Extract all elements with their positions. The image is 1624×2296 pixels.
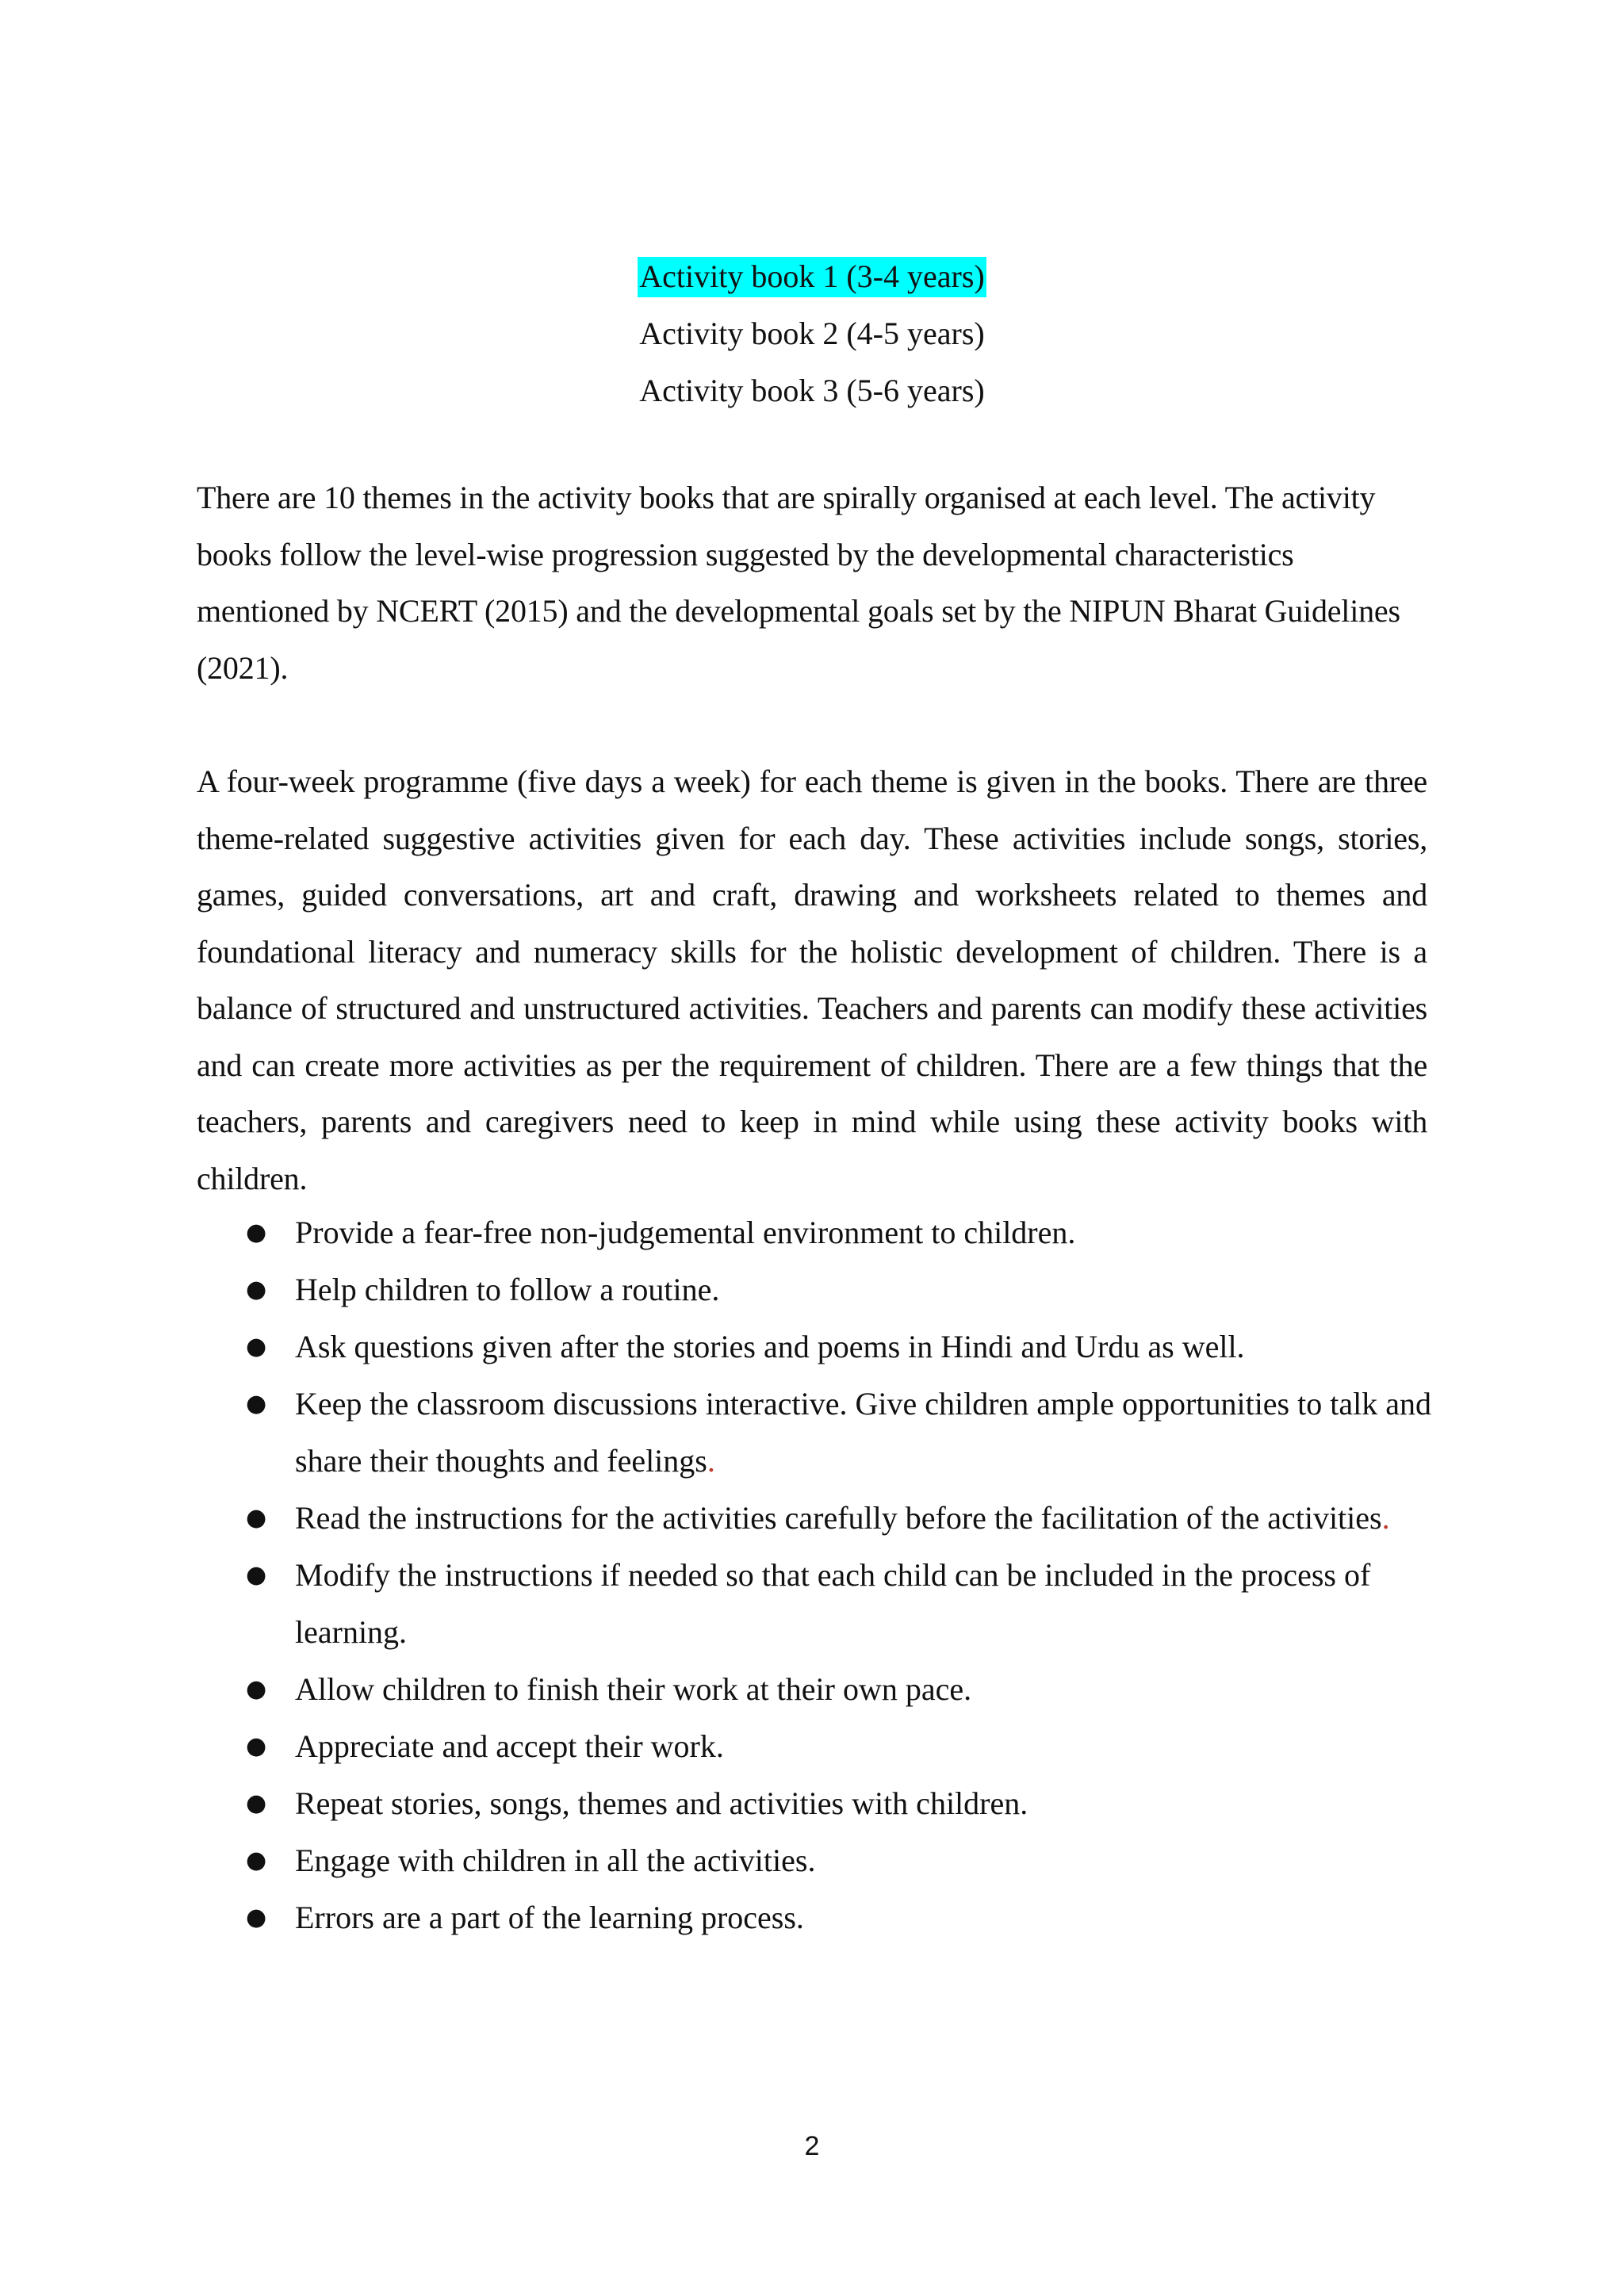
- bullet-icon: ●: [246, 1732, 267, 1760]
- themes-paragraph: There are 10 themes in the activity books that are spirally organised at each level. The activity books follow the level-wise progression suggested by the developmental characteristics mentioned by NCERT (2015) and the developmental goals set by the NIPUN Bharat Guidelines (2021).: [197, 480, 1400, 686]
- page-number: 2: [804, 2131, 820, 2161]
- bullet-icon: ●: [246, 1504, 267, 1532]
- activity-book-2-title: [0, 305, 1624, 362]
- list-item: [197, 1547, 1434, 1661]
- bullet-icon: ●: [246, 1904, 267, 1931]
- list-item: [197, 1318, 1434, 1376]
- activity-book-1-title: [0, 248, 1624, 305]
- list-item-text: Allow children to finish their work at their own pace.: [295, 1671, 972, 1707]
- bullet-icon: ●: [246, 1561, 267, 1589]
- programme-paragraph: A four-week programme (five days a week) for each theme is given in the books. There are three theme-related suggestive activities given for each day. These activities include songs, stories, games, guided conversations, art and craft, drawing and worksheets related to themes and foundational literacy and numeracy skills for the holistic development of children. There is a balance of structured and unstructured activities. Teachers and parents can modify these activities and can create more activities as per the requirement of children. There are a few things that the teachers, parents and caregivers need to keep in mind while using these activity books with children.: [197, 763, 1427, 1196]
- bullet-icon: ●: [246, 1846, 267, 1874]
- list-item: [197, 1775, 1434, 1832]
- red-period: .: [707, 1443, 715, 1479]
- list-item: [197, 1490, 1434, 1547]
- list-item: [197, 1661, 1434, 1718]
- red-period: .: [1381, 1500, 1390, 1536]
- bullet-icon: ●: [246, 1219, 267, 1246]
- list-item-text: Repeat stories, songs, themes and activities with children.: [295, 1785, 1028, 1821]
- activity-book-3-label: Activity book 3 (5-6 years): [639, 373, 985, 408]
- list-item: [197, 1832, 1434, 1889]
- list-item: [197, 1376, 1434, 1490]
- list-item-text: Modify the instructions if needed so that each child can be included in the process of learning.: [295, 1557, 1371, 1650]
- bullet-icon: ●: [246, 1390, 267, 1418]
- guidelines-list: [197, 1204, 1434, 1946]
- list-item: [197, 1261, 1434, 1318]
- list-item-text: Appreciate and accept their work.: [295, 1728, 724, 1764]
- list-item-text: Engage with children in all the activities.: [295, 1843, 816, 1878]
- list-item: [197, 1889, 1434, 1946]
- list-item-text: Provide a fear-free non-judgemental environment to children.: [295, 1215, 1076, 1250]
- list-item-text: Errors are a part of the learning process.: [295, 1900, 804, 1935]
- bullet-icon: ●: [246, 1333, 267, 1360]
- highlighted-title: Activity book 1 (3-4 years): [638, 257, 986, 297]
- bullet-icon: ●: [246, 1789, 267, 1817]
- list-item: [197, 1718, 1434, 1775]
- list-item-text: Ask questions given after the stories and poems in Hindi and Urdu as well.: [295, 1329, 1245, 1364]
- list-item-text: Keep the classroom discussions interactive. Give children ample opportunities to talk and share their thoughts and feelings: [295, 1386, 1431, 1479]
- list-item-text: Read the instructions for the activities carefully before the facilitation of the activities: [295, 1500, 1382, 1536]
- activity-book-3-title: [0, 362, 1624, 419]
- list-item-text: Help children to follow a routine.: [295, 1272, 720, 1307]
- activity-book-2-label: Activity book 2 (4-5 years): [639, 316, 985, 351]
- bullet-icon: ●: [246, 1675, 267, 1703]
- bullet-icon: ●: [246, 1276, 267, 1303]
- activity-book-list: [0, 248, 1624, 419]
- list-item: [197, 1204, 1434, 1261]
